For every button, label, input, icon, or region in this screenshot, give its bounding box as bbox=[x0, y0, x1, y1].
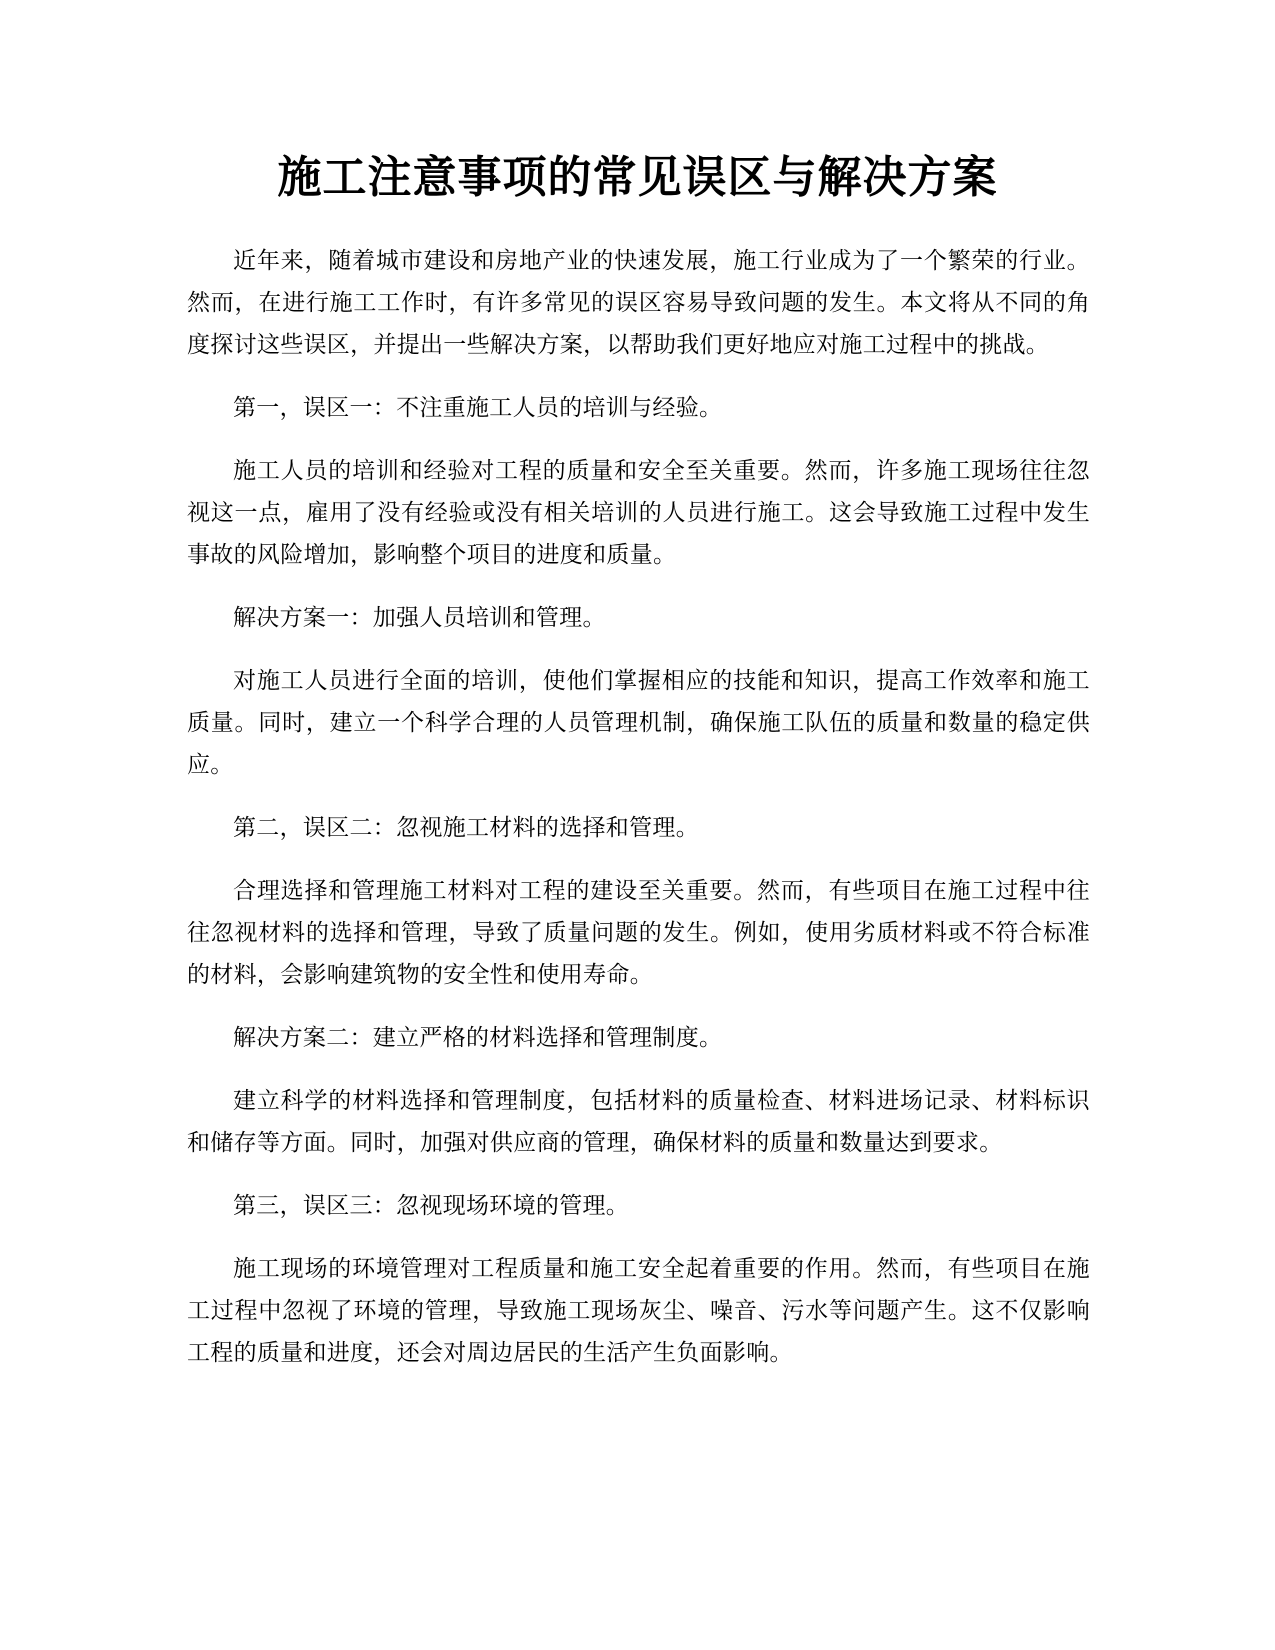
paragraph-solution-2-heading: 解决方案二：建立严格的材料选择和管理制度。 bbox=[233, 1025, 723, 1051]
paragraph-mistake-2-detail: 合理选择和管理施工材料对工程的建设至关重要。然而，有些项目在施工过程中往往忽视材料的选择和管理，导致了质量问题的发生。例如，使用劣质材料或不符合标准的材料，会影响建筑物的安全性和使用寿命。 bbox=[187, 878, 1090, 988]
paragraph-mistake-1-heading: 第一，误区一：不注重施工人员的培训与经验。 bbox=[233, 395, 723, 421]
document-title: 施工注意事项的常见误区与解决方案 bbox=[277, 152, 998, 203]
paragraph-mistake-2-heading: 第二，误区二：忽视施工材料的选择和管理。 bbox=[233, 815, 699, 841]
paragraph-mistake-3-heading: 第三，误区三：忽视现场环境的管理。 bbox=[233, 1193, 630, 1219]
paragraph-intro: 近年来，随着城市建设和房地产业的快速发展，施工行业成为了一个繁荣的行业。然而，在进行施工工作时，有许多常见的误区容易导致问题的发生。本文将从不同的角度探讨这些误区，并提出一些解决方案，以帮助我们更好地应对施工过程中的挑战。 bbox=[187, 248, 1090, 358]
document-body bbox=[187, 240, 1090, 1395]
paragraph-solution-2-detail: 建立科学的材料选择和管理制度，包括材料的质量检查、材料进场记录、材料标识和储存等方面。同时，加强对供应商的管理，确保材料的质量和数量达到要求。 bbox=[187, 1088, 1090, 1156]
paragraph-solution-1-detail: 对施工人员进行全面的培训，使他们掌握相应的技能和知识，提高工作效率和施工质量。同时，建立一个科学合理的人员管理机制，确保施工队伍的质量和数量的稳定供应。 bbox=[187, 668, 1090, 778]
paragraph-mistake-1-detail: 施工人员的培训和经验对工程的质量和安全至关重要。然而，许多施工现场往往忽视这一点，雇用了没有经验或没有相关培训的人员进行施工。这会导致施工过程中发生事故的风险增加，影响整个项目的进度和质量。 bbox=[187, 458, 1090, 568]
paragraph-solution-1-heading: 解决方案一：加强人员培训和管理。 bbox=[233, 605, 606, 631]
paragraph-mistake-3-detail: 施工现场的环境管理对工程质量和施工安全起着重要的作用。然而，有些项目在施工过程中忽视了环境的管理，导致施工现场灰尘、噪音、污水等问题产生。这不仅影响工程的质量和进度，还会对周边居民的生活产生负面影响。 bbox=[187, 1256, 1090, 1366]
